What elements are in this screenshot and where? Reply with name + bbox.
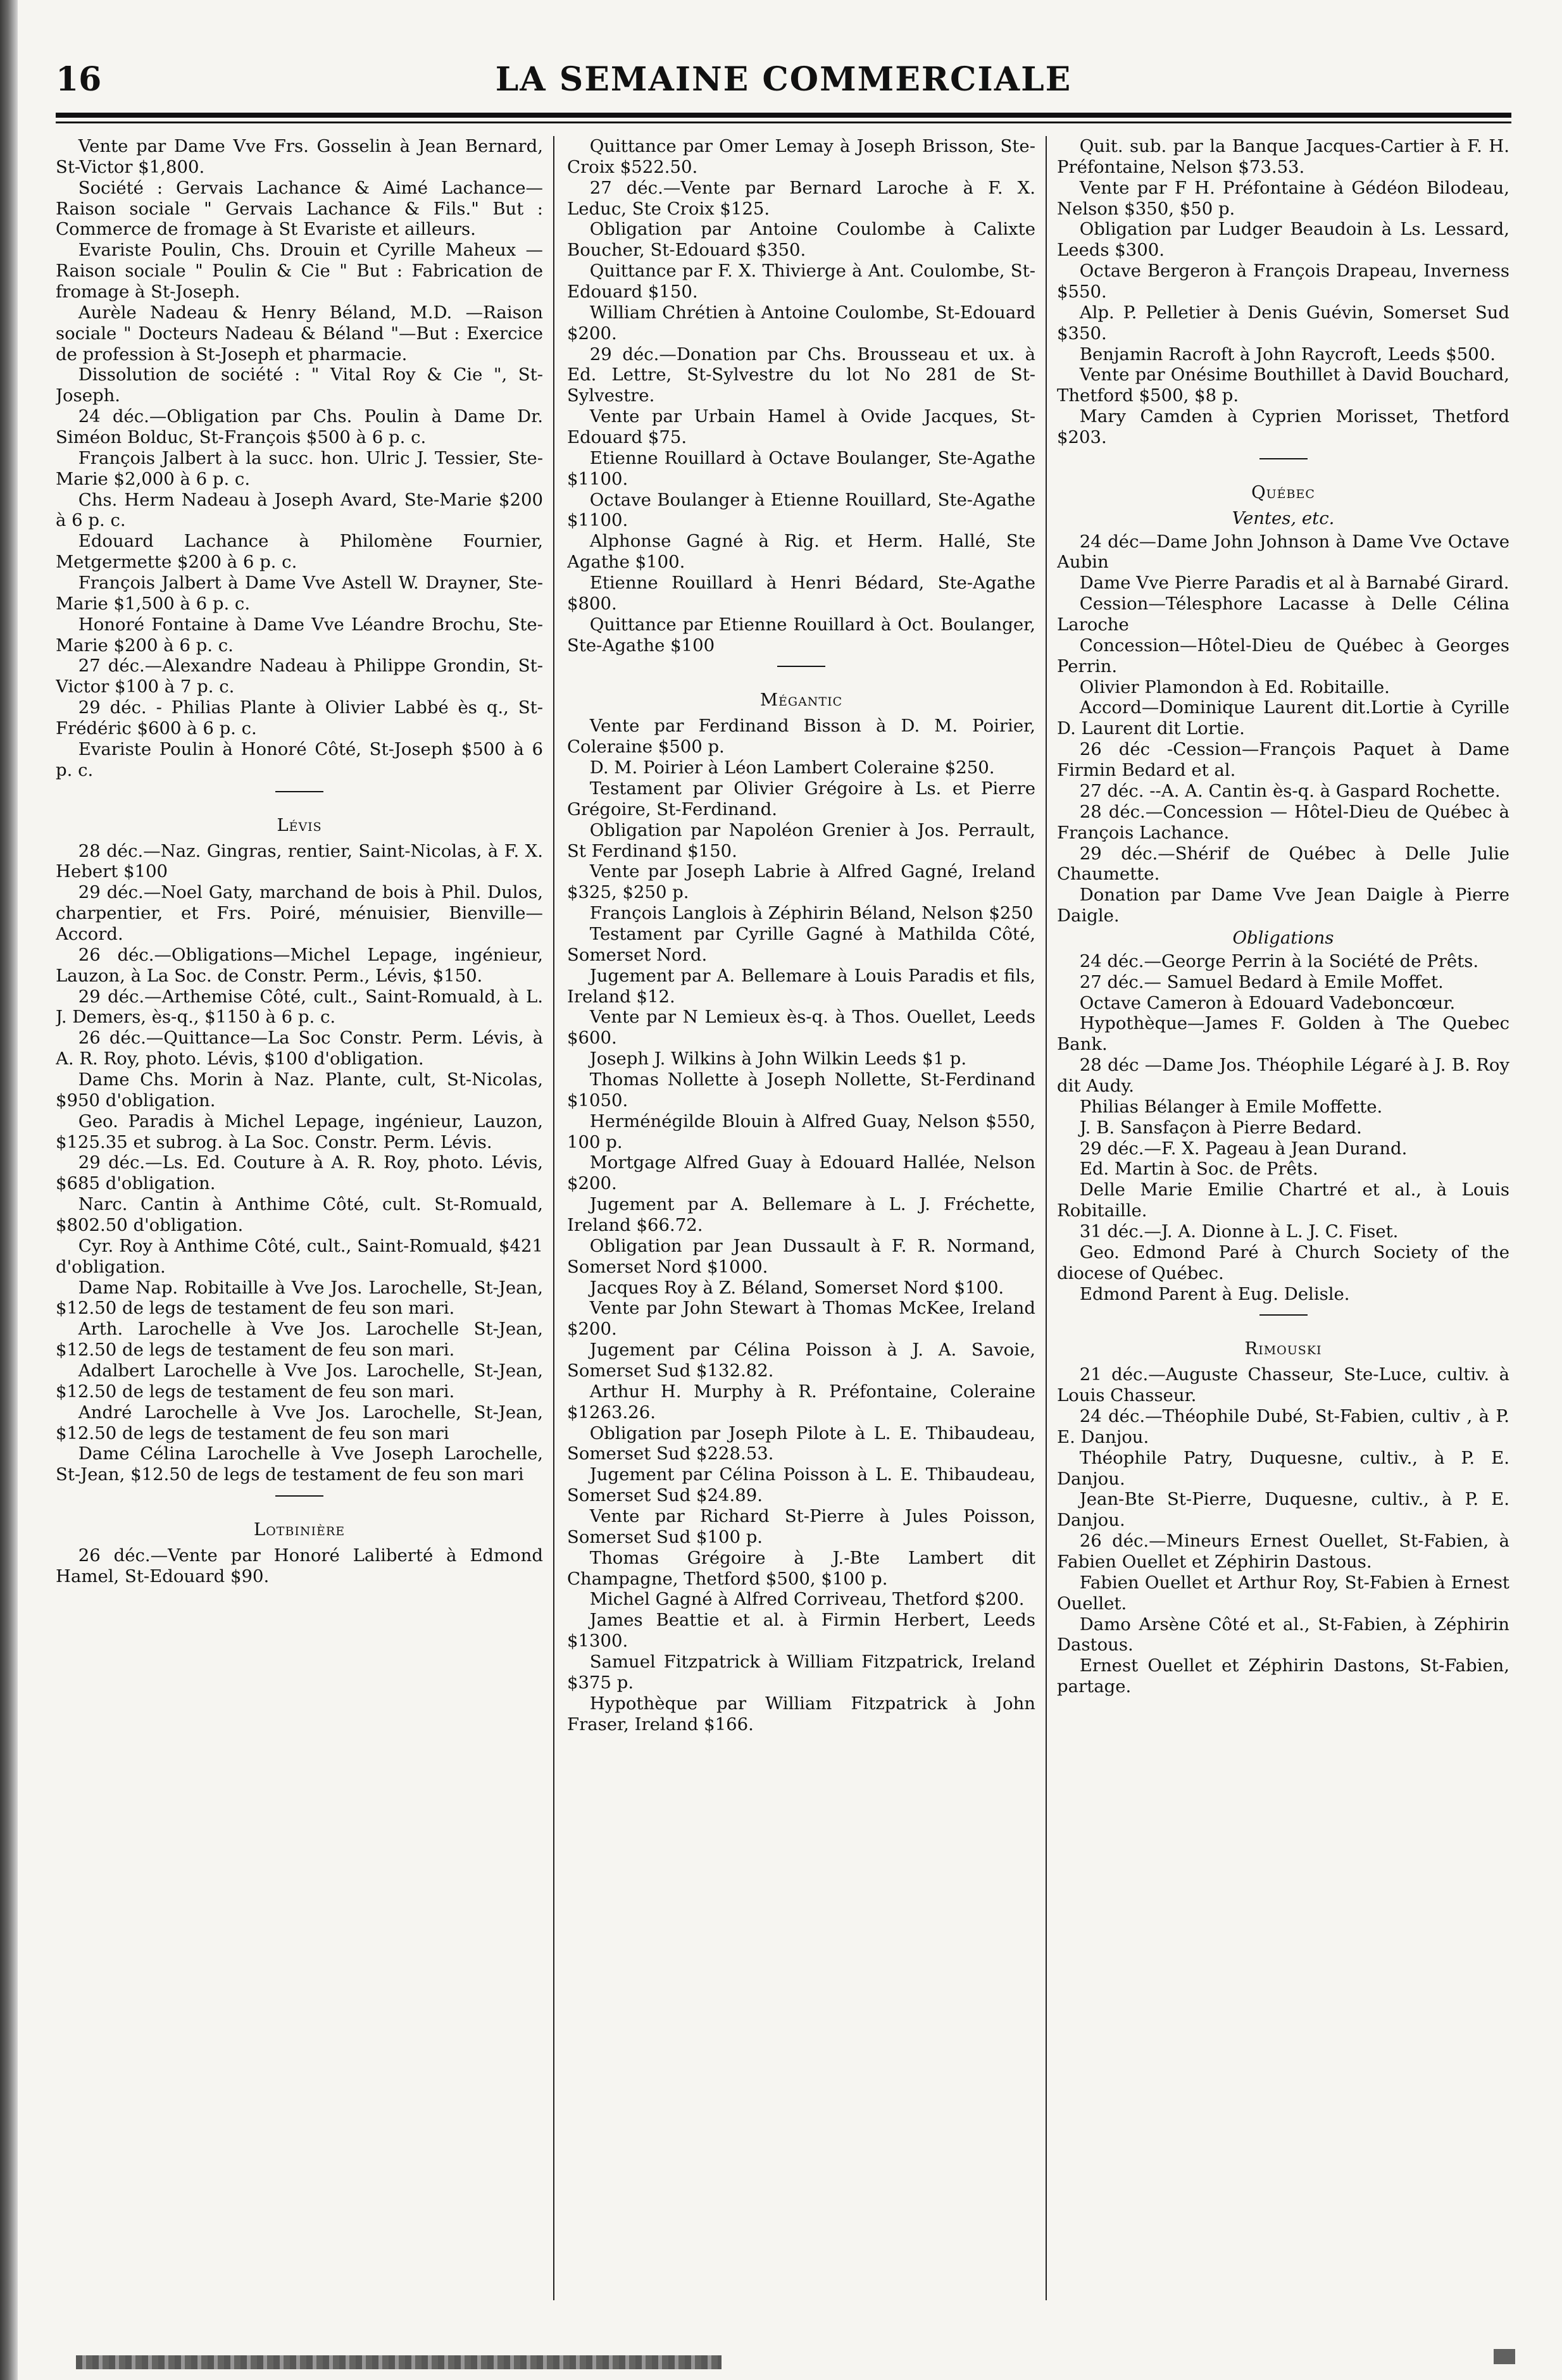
listing-entry: Dame Nap. Robitaille à Vve Jos. Larochelle, St-Jean, $12.50 de legs de testament de feu son mari. [56, 1277, 543, 1319]
section-heading: Lotbinière [253, 1519, 346, 1540]
listing-entry: Quittance par Etienne Rouillard à Oct. Boulanger, Ste-Agathe $100 [567, 614, 1035, 656]
listing-entry: William Chrétien à Antoine Coulombe, St-Edouard $200. [567, 302, 1035, 344]
listing-entry: 28 déc.—Naz. Gingras, rentier, Saint-Nicolas, à F. X. Hebert $100 [56, 840, 543, 882]
listing-entry: Vente par Urbain Hamel à Ovide Jacques, St-Edouard $75. [567, 406, 1035, 448]
header-rule-thin [56, 121, 1511, 123]
listing-entry: Samuel Fitzpatrick à William Fitzpatrick, Ireland $375 p. [567, 1652, 1035, 1693]
listing-entry: 27 déc.—Alexandre Nadeau à Philippe Grondin, St-Victor $100 à 7 p. c. [56, 656, 543, 697]
listing-entry: Testament par Olivier Grégoire à Ls. et Pierre Grégoire, St-Ferdinand. [567, 778, 1035, 819]
listing-entry: Evariste Poulin à Honoré Côté, St-Joseph $500 à 6 p. c. [56, 738, 543, 780]
listing-entry: 29 déc.—Shérif de Québec à Delle Julie Chaumette. [1057, 843, 1509, 885]
listing-entry: Thomas Nollette à Joseph Nollette, St-Ferdinand $1050. [567, 1069, 1035, 1111]
listing-entry: Obligation par Ludger Beaudoin à Ls. Lessard, Leeds $300. [1057, 219, 1509, 261]
listing-entry: Adalbert Larochelle à Vve Jos. Larochelle, St-Jean, $12.50 de legs de testament de feu son mari. [56, 1360, 543, 1402]
column-2 [567, 136, 1035, 2300]
running-title: LA SEMAINE COMMERCIALE [495, 60, 1072, 99]
listing-entry: Vente par N Lemieux ès-q. à Thos. Ouellet, Leeds $600. [567, 1007, 1035, 1049]
listing-entry: 29 déc.—Ls. Ed. Couture à A. R. Roy, photo. Lévis, $685 d'obligation. [56, 1152, 543, 1194]
section-heading: Mégantic [759, 690, 843, 711]
listing-entry: Octave Cameron à Edouard Vadeboncœur. [1079, 992, 1456, 1013]
listing-entry: Jugement par Célina Poisson à L. E. Thibaudeau, Somerset Sud $24.89. [567, 1464, 1035, 1506]
listing-entry: Dame Célina Larochelle à Vve Joseph Larochelle, St-Jean, $12.50 de legs de testament de feu son mari [56, 1443, 543, 1485]
listing-entry: Etienne Rouillard à Octave Boulanger, Ste-Agathe $1100. [567, 447, 1035, 489]
listing-entry: Obligation par Jean Dussault à F. R. Normand, Somerset Nord $1000. [567, 1235, 1035, 1277]
listing-entry: 24 déc—Dame John Johnson à Dame Vve Octave Aubin [1057, 531, 1509, 573]
listing-entry: 24 déc.—Obligation par Chs. Poulin à Dame Dr. Siméon Bolduc, St-François $500 à 6 p. c. [56, 406, 543, 448]
header-rule-thick [56, 113, 1511, 118]
section-separator [275, 1495, 323, 1497]
listing-entry: Cession—Télesphore Lacasse à Delle Célina Laroche [1057, 594, 1509, 635]
listing-entry: Mary Camden à Cyprien Morisset, Thetford $203. [1057, 406, 1509, 448]
listing-entry: 26 déc.—Mineurs Ernest Ouellet, St-Fabien, à Fabien Ouellet et Zéphirin Dastous. [1057, 1531, 1509, 1572]
listing-entry: Honoré Fontaine à Dame Vve Léandre Brochu, Ste-Marie $200 à 6 p. c. [56, 614, 543, 656]
section-heading: Lévis [277, 814, 322, 835]
listing-entry: Mortgage Alfred Guay à Edouard Hallée, Nelson $200. [567, 1152, 1035, 1194]
listing-entry: D. M. Poirier à Léon Lambert Coleraine $250. [589, 757, 995, 778]
listing-entry: 27 déc.— Samuel Bedard à Emile Moffet. [1079, 971, 1444, 992]
listing-entry: Concession—Hôtel-Dieu de Québec à Georges Perrin. [1057, 635, 1509, 676]
listing-entry: 26 déc.—Quittance—La Soc Constr. Perm. Lévis, à A. R. Roy, photo. Lévis, $100 d'obligation. [56, 1028, 543, 1069]
listing-entry: Obligation par Joseph Pilote à L. E. Thibaudeau, Somerset Sud $228.53. [567, 1423, 1035, 1464]
listing-entry: 29 déc. - Philias Plante à Olivier Labbé ès q., St-Frédéric $600 à 6 p. c. [56, 697, 543, 739]
listing-entry: 26 déc.—Obligations—Michel Lepage, ingénieur, Lauzon, à La Soc. de Constr. Perm., Lévis, $150. [56, 944, 543, 986]
listing-entry: Cyr. Roy à Anthime Côté, cult., Saint-Romuald, $421 d'obligation. [56, 1235, 543, 1277]
listing-entry: Jugement par A. Bellemare à Louis Paradis et fils, Ireland $12. [567, 965, 1035, 1007]
listing-entry: Testament par Cyrille Gagné à Mathilda Côté, Somerset Nord. [567, 923, 1035, 965]
listing-entry: Donation par Dame Vve Jean Daigle à Pierre Daigle. [1057, 885, 1509, 926]
listing-entry: Etienne Rouillard à Henri Bédard, Ste-Agathe $800. [567, 573, 1035, 614]
listing-entry: Michel Gagné à Alfred Corriveau, Thetford $200. [589, 1589, 1025, 1610]
listing-entry: Vente par F H. Préfontaine à Gédéon Bilodeau, Nelson $350, $50 p. [1057, 177, 1509, 219]
listing-entry: Philias Bélanger à Emile Moffette. [1079, 1096, 1383, 1117]
listing-entry: Hypothèque—James F. Golden à The Quebec Bank. [1057, 1013, 1509, 1055]
listing-entry: Arthur H. Murphy à R. Préfontaine, Coleraine $1263.26. [567, 1381, 1035, 1423]
listing-entry: Jugement par Célina Poisson à J. A. Savoie, Somerset Sud $132.82. [567, 1340, 1035, 1381]
listing-entry: Obligation par Napoléon Grenier à Jos. Perrault, St Ferdinand $150. [567, 819, 1035, 861]
section-separator [1259, 1314, 1308, 1316]
listing-entry: Vente par Ferdinand Bisson à D. M. Poirier, Coleraine $500 p. [567, 716, 1035, 757]
listing-entry: 26 déc.—Vente par Honoré Laliberté à Edmond Hamel, St-Edouard $90. [56, 1545, 543, 1586]
listing-entry: François Jalbert à Dame Vve Astell W. Drayner, Ste-Marie $1,500 à 6 p. c. [56, 573, 543, 614]
listing-entry: Quittance par Omer Lemay à Joseph Brisson, Ste-Croix $522.50. [567, 136, 1035, 177]
listing-entry: Vente par Onésime Bouthillet à David Bouchard, Thetford $500, $8 p. [1057, 364, 1509, 406]
listing-entry: Jean-Bte St-Pierre, Duquesne, cultiv., à P. E. Danjou. [1057, 1489, 1509, 1531]
page-number: 16 [56, 60, 102, 99]
listing-entry: 24 déc.—George Perrin à la Société de Prêts. [1079, 950, 1479, 971]
listing-entry: Ernest Ouellet et Zéphirin Dastons, St-Fabien, partage. [1057, 1655, 1509, 1697]
listing-entry: Geo. Paradis à Michel Lepage, ingénieur, Lauzon, $125.35 et subrog. à La Soc. Constr. Perm. Lévis. [56, 1111, 543, 1152]
listing-entry: Delle Marie Emilie Chartré et al., à Louis Robitaille. [1057, 1180, 1509, 1221]
listing-entry: Obligation par Antoine Coulombe à Calixte Boucher, St-Edouard $350. [567, 219, 1035, 261]
listing-entry: Alp. P. Pelletier à Denis Guévin, Somerset Sud $350. [1057, 302, 1509, 344]
listing-entry: 27 déc.—Vente par Bernard Laroche à F. X. Leduc, Ste Croix $125. [567, 177, 1035, 219]
listing-entry: Vente par Dame Vve Frs. Gosselin à Jean Bernard, St-Victor $1,800. [56, 136, 543, 177]
listing-entry: François Jalbert à la succ. hon. Ulric J. Tessier, Ste-Marie $2,000 à 6 p. c. [56, 447, 543, 489]
listing-entry: J. B. Sansfaçon à Pierre Bedard. [1079, 1117, 1362, 1138]
listing-entry: Quittance par F. X. Thivierge à Ant. Coulombe, St-Edouard $150. [567, 261, 1035, 302]
column-3 [1057, 136, 1509, 2300]
listing-entry: Jacques Roy à Z. Béland, Somerset Nord $100. [589, 1277, 1004, 1298]
page-binding-edge [0, 0, 18, 2380]
listing-entry: Dissolution de société : " Vital Roy & Cie ", St-Joseph. [56, 364, 543, 406]
listing-entry: Théophile Patry, Duquesne, cultiv., à P. E. Danjou. [1057, 1447, 1509, 1489]
sub-heading: Obligations [1232, 927, 1334, 948]
listing-entry: Arth. Larochelle à Vve Jos. Larochelle St-Jean, $12.50 de legs de testament de feu son mari. [56, 1319, 543, 1361]
listing-entry: 24 déc.—Théophile Dubé, St-Fabien, cultiv , à P. E. Danjou. [1057, 1405, 1509, 1447]
listing-entry: 29 déc.—F. X. Pageau à Jean Durand. [1079, 1138, 1408, 1159]
listing-entry: Octave Bergeron à François Drapeau, Inverness $550. [1057, 261, 1509, 302]
column-1 [56, 136, 543, 2300]
listing-entry: Fabien Ouellet et Arthur Roy, St-Fabien à Ernest Ouellet. [1057, 1572, 1509, 1614]
section-heading: Québec [1251, 482, 1315, 502]
listing-entry: 29 déc.—Donation par Chs. Brousseau et ux. à Ed. Lettre, St-Sylvestre du lot No 281 de St-Sylvestre. [567, 344, 1035, 406]
listing-entry: Edmond Parent à Eug. Delisle. [1079, 1283, 1350, 1304]
listing-entry: Jugement par A. Bellemare à L. J. Fréchette, Ireland $66.72. [567, 1194, 1035, 1235]
section-heading: Rimouski [1244, 1338, 1322, 1359]
listing-entry: Vente par John Stewart à Thomas McKee, Ireland $200. [567, 1298, 1035, 1340]
scan-artifact-strip [76, 2355, 722, 2369]
section-separator [275, 791, 323, 792]
listing-entry: Ed. Martin à Soc. de Prêts. [1079, 1159, 1318, 1180]
listing-entry: Evariste Poulin, Chs. Drouin et Cyrille Maheux —Raison sociale " Poulin & Cie " But : Fabrication de fromage à St-Joseph. [56, 240, 543, 302]
section-separator [777, 666, 825, 667]
listing-entry: 29 déc.—Noel Gaty, marchand de bois à Phil. Dulos, charpentier, et Frs. Poiré, ménuisier, Bienville—Accord. [56, 882, 543, 944]
listing-entry: André Larochelle à Vve Jos. Larochelle, St-Jean, $12.50 de legs de testament de feu son mari [56, 1402, 543, 1443]
listing-entry: 21 déc.—Auguste Chasseur, Ste-Luce, cultiv. à Louis Chasseur. [1057, 1364, 1509, 1406]
page-header [56, 60, 1511, 104]
listing-entry: Alphonse Gagné à Rig. et Herm. Hallé, Ste Agathe $100. [567, 531, 1035, 573]
listing-entry: 26 déc -Cession—François Paquet à Dame Firmin Bedard et al. [1057, 739, 1509, 781]
listing-entry: 28 déc —Dame Jos. Théophile Légaré à J. B. Roy dit Audy. [1057, 1055, 1509, 1096]
listing-entry: Hypothèque par William Fitzpatrick à John Fraser, Ireland $166. [567, 1693, 1035, 1735]
listing-entry: Quit. sub. par la Banque Jacques-Cartier à F. H. Préfontaine, Nelson $73.53. [1057, 136, 1509, 177]
listing-entry: Aurèle Nadeau & Henry Béland, M.D. —Raison sociale " Docteurs Nadeau & Béland "—But : Exercice de profession à St-Joseph et pharmacie. [56, 302, 543, 364]
listing-entry: Thomas Grégoire à J.-Bte Lambert dit Champagne, Thetford $500, $100 p. [567, 1547, 1035, 1589]
listing-entry: Société : Gervais Lachance & Aimé Lachance—Raison sociale " Gervais Lachance & Fils." But : Commerce de fromage à St Evariste et ailleurs. [56, 177, 543, 240]
listing-entry: Narc. Cantin à Anthime Côté, cult. St-Romuald, $802.50 d'obligation. [56, 1194, 543, 1235]
listing-entry: 27 déc. --A. A. Cantin ès-q. à Gaspard Rochette. [1079, 780, 1501, 801]
listing-entry: Vente par Richard St-Pierre à Jules Poisson, Somerset Sud $100 p. [567, 1506, 1035, 1547]
listing-entry: 28 déc.—Concession — Hôtel-Dieu de Québec à François Lachance. [1057, 801, 1509, 843]
listing-entry: Vente par Joseph Labrie à Alfred Gagné, Ireland $325, $250 p. [567, 861, 1035, 903]
sub-heading: Ventes, etc. [1232, 508, 1335, 528]
listing-entry: 29 déc.—Arthemise Côté, cult., Saint-Romuald, à L. J. Demers, ès-q., $1150 à 6 p. c. [56, 986, 543, 1028]
listing-entry: Chs. Herm Nadeau à Joseph Avard, Ste-Marie $200 à 6 p. c. [56, 489, 543, 531]
listing-entry: Octave Boulanger à Etienne Rouillard, Ste-Agathe $1100. [567, 489, 1035, 531]
listing-entry: James Beattie et al. à Firmin Herbert, Leeds $1300. [567, 1610, 1035, 1652]
column-divider-1 [553, 136, 554, 2300]
column-divider-2 [1046, 136, 1047, 2300]
listing-entry: Olivier Plamondon à Ed. Robitaille. [1079, 676, 1390, 697]
scan-artifact-speck [1494, 2349, 1515, 2364]
listing-entry: Edouard Lachance à Philomène Fournier, Metgermette $200 à 6 p. c. [56, 531, 543, 573]
listing-entry: Geo. Edmond Paré à Church Society of the diocese of Québec. [1057, 1242, 1509, 1283]
listing-entry: Dame Chs. Morin à Naz. Plante, cult, St-Nicolas, $950 d'obligation. [56, 1069, 543, 1111]
section-separator [1259, 458, 1308, 459]
listing-entry: 31 déc.—J. A. Dionne à L. J. C. Fiset. [1079, 1221, 1399, 1242]
listing-entry: Accord—Dominique Laurent dit.Lortie à Cyrille D. Laurent dit Lortie. [1057, 697, 1509, 739]
listing-entry: Damo Arsène Côté et al., St-Fabien, à Zéphirin Dastous. [1057, 1614, 1509, 1655]
listing-entry: Benjamin Racroft à John Raycroft, Leeds $500. [1079, 344, 1496, 364]
listing-entry: Joseph J. Wilkins à John Wilkin Leeds $1 p. [589, 1049, 967, 1069]
listing-entry: François Langlois à Zéphirin Béland, Nelson $250 [589, 903, 1034, 924]
listing-entry: Dame Vve Pierre Paradis et al à Barnabé Girard. [1079, 573, 1509, 594]
listing-entry: Herménégilde Blouin à Alfred Guay, Nelson $550, 100 p. [567, 1111, 1035, 1152]
